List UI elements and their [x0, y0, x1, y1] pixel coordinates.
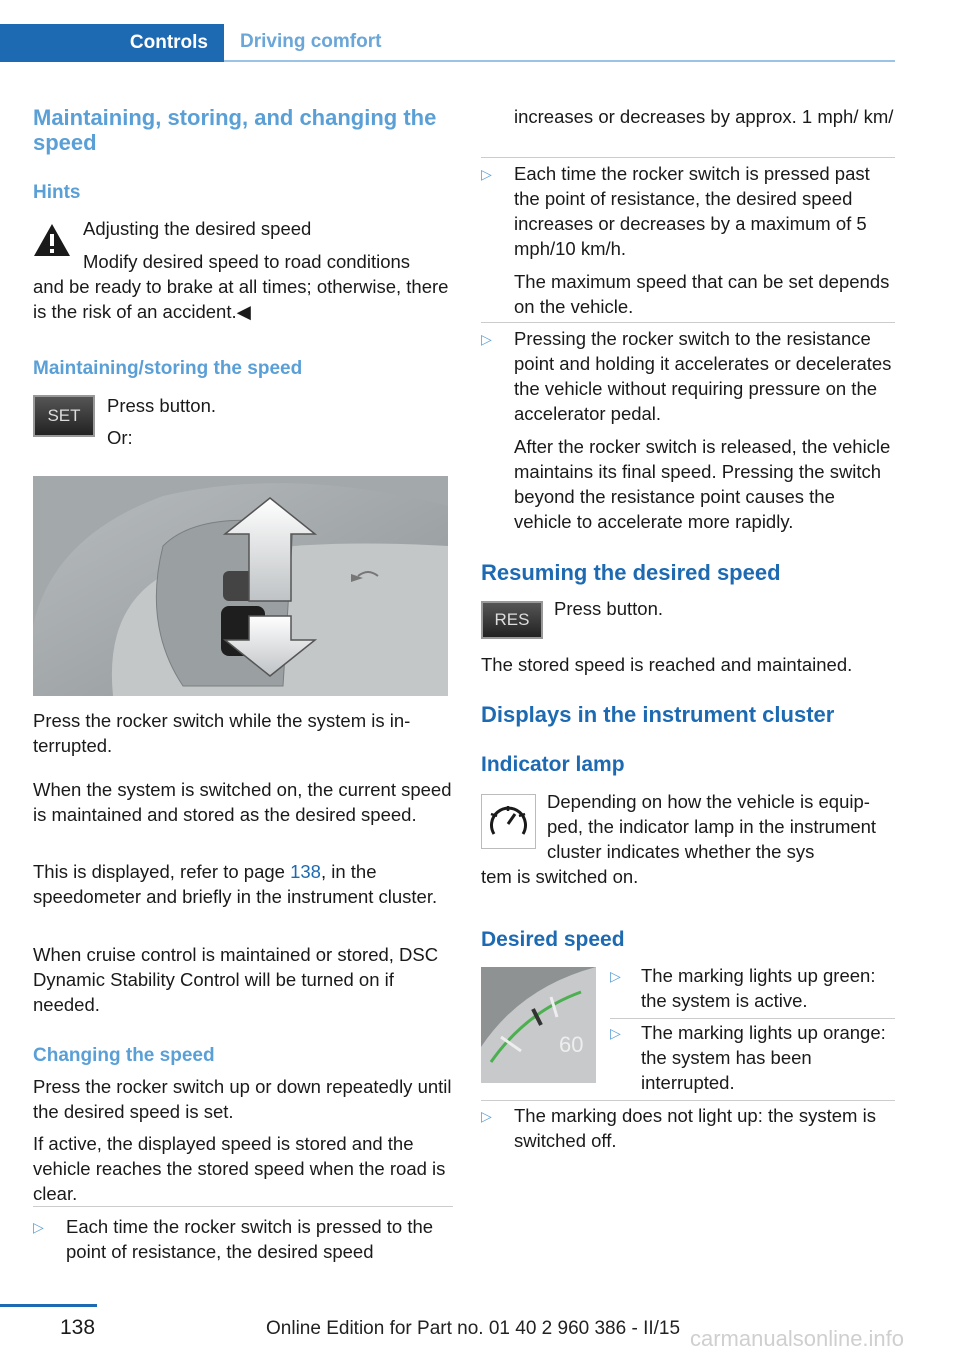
bullet-icon: ▷	[481, 166, 492, 182]
edition-text: Online Edition for Part no. 01 40 2 960 386 - II/15	[266, 1318, 681, 1339]
desired-heading: Desired speed	[481, 928, 625, 951]
divider	[610, 1018, 895, 1019]
warning-icon	[33, 222, 71, 258]
tab-driving-comfort[interactable]: Driving comfort	[224, 24, 895, 62]
res-button-icon: RES	[481, 601, 543, 639]
bullet-icon: ▷	[610, 1025, 621, 1041]
section-title: Maintaining, storing, and changing the speed	[33, 105, 437, 155]
speedometer-gauge-icon	[481, 967, 596, 1083]
bullet-icon: ▷	[610, 968, 621, 984]
displayed-post: , in the speedometer and briefly in the instrument cluster.	[33, 861, 438, 907]
rocker-switch-illustration	[33, 476, 448, 696]
active-text: If active, the displayed speed is stored and the vehicle reaches the stored speed when the road is clear.	[33, 1133, 446, 1204]
changing-heading: Changing the speed	[33, 1045, 215, 1066]
indicator-text: Depending on how the vehicle is equipped, the indicator lamp in the instrument cluster indicates whether the sys	[547, 791, 877, 862]
displayed-pre: This is displayed, refer to page	[33, 861, 291, 882]
page-link-138[interactable]: 138	[290, 861, 321, 882]
resuming-heading: Resuming the desired speed	[481, 560, 781, 585]
bullet3-sub: After the rocker switch is released, the vehicle maintains its final speed. Pressing the switch beyond the resistance point causes the vehicle to accelerate more rapidly.	[514, 436, 891, 532]
watermark: carmanualsonline.info	[690, 1326, 905, 1351]
divider	[481, 157, 895, 158]
bullet-icon: ▷	[33, 1219, 44, 1235]
indicator-heading: Indicator lamp	[481, 753, 625, 776]
press-button-text: Press button.	[107, 395, 217, 416]
indicator-rest: tem is switched on.	[481, 866, 639, 887]
mark-orange-text: The marking lights up orange: the system has been interrupted.	[641, 1022, 886, 1093]
mark-off-text: The marking does not light up: the system is switched off.	[514, 1105, 876, 1151]
bullet2-sub: The maximum speed that can be set depends on the vehicle.	[514, 271, 890, 317]
divider	[481, 1100, 895, 1101]
bullet-icon: ▷	[481, 331, 492, 347]
displays-heading: Displays in the instrument cluster	[481, 702, 835, 727]
cont-text: increases or decreases by approx. 1 mph/ km/	[514, 106, 894, 127]
divider	[33, 1206, 453, 1207]
dsc-text: When cruise control is maintained or stored, DSC Dynamic Stability Control will be turned on if needed.	[33, 944, 439, 1015]
or-text: Or:	[107, 427, 133, 448]
hints-heading: Hints	[33, 182, 81, 203]
bullet-icon: ▷	[481, 1108, 492, 1124]
set-button-icon: SET	[33, 395, 95, 437]
mark-green-text: The marking lights up green: the system is active.	[641, 965, 876, 1011]
footer-line	[0, 1304, 97, 1307]
warning-line2: Modify desired speed to road conditions	[83, 251, 411, 272]
page-number: 138	[60, 1316, 96, 1339]
cruise-control-indicator-icon	[481, 794, 536, 849]
gauge-number: 60	[559, 1032, 584, 1057]
warning-line1: Adjusting the desired speed	[83, 218, 312, 239]
res-press-text: Press button.	[554, 598, 664, 619]
bullet2-text: Each time the rocker switch is pressed past the point of resistance, the desired speed increases or decreases by a maximum of 5 mph/10 km/h.	[514, 163, 870, 259]
rocker-text: Press the rocker switch while the system is interrupted.	[33, 710, 411, 756]
warning-text: and be ready to brake at all times; otherwise, there is the risk of an accident.◀	[33, 276, 449, 322]
bullet3-text: Pressing the rocker switch to the resistance point and holding it accelerates or decelerates the vehicle without requiring pressure on the accelerator pedal.	[514, 328, 892, 424]
changing-text: Press the rocker switch up or down repeatedly until the desired speed is set.	[33, 1076, 452, 1122]
divider	[481, 322, 895, 323]
tab-controls[interactable]: Controls	[0, 24, 224, 62]
storing-heading: Maintaining/storing the speed	[33, 358, 303, 379]
switched-on-text: When the system is switched on, the current speed is maintained and stored as the desired speed.	[33, 779, 452, 825]
stored-text: The stored speed is reached and maintained.	[481, 654, 853, 675]
bullet1-text: Each time the rocker switch is pressed to the point of resistance, the desired speed	[66, 1216, 434, 1262]
displayed-text	[33, 859, 453, 909]
